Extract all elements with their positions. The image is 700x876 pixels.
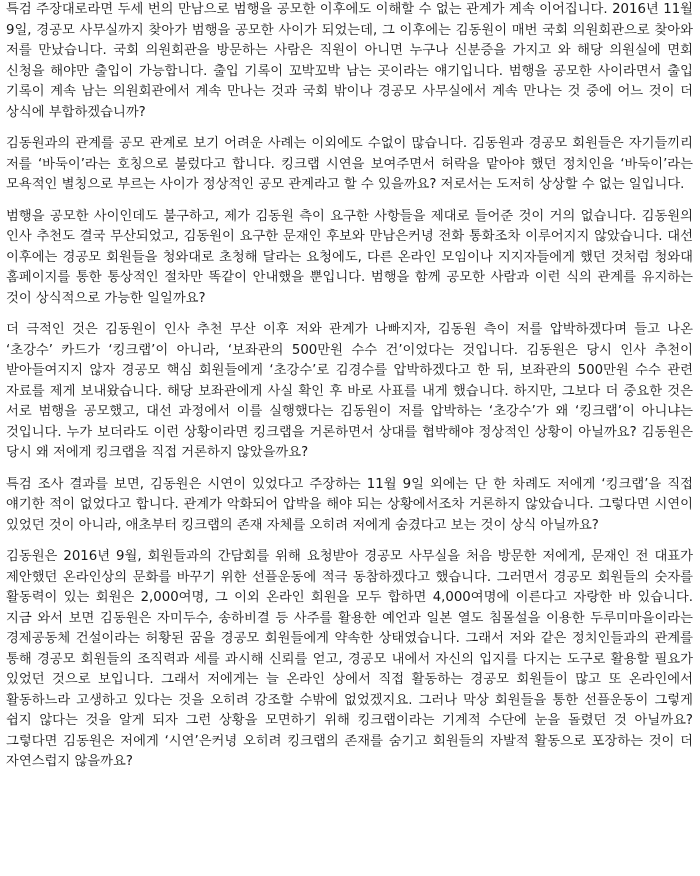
paragraph-4: 더 극적인 것은 김동원이 인사 추천 무산 이후 저와 관계가 나빠지자, 김동원 측이 저를 압박하겠다며 들고 나온 ‘초강수’ 카드가 ‘킹크랩’이 아니라, ‘보좌관의 500만원 수수 건’이었다는 것입니다. 김동원은 당시 인사 추천이 받아들여지지 않자 경공모 핵심 회원들에게 ‘초강수’로 김경수를 압박하겠다고 한 뒤, 보좌관의 500만원 수수 관련 자료를 제게 보내왔습니다. 해당 보좌관에게 사실 확인 후 바로 사표를 내게 했습니다. 하지만, 그보다 더 중요한 것은 서로 범행을 공모했고, 대선 과정에서 이를 실행했다는 김동원이 저를 압박하는 ‘초강수’가 왜 ‘킹크랩’이 아니냐는 것입니다. 누가 보더라도 이런 상황이라면 킹크랩을 거론하면서 상대를 협박해야 정상적인 상황이 아닐까요? 김동원은 당시 왜 저에게 킹크랩을 직접 거론하지 않았을까요? [6,322,693,460]
paragraph-6: 김동원은 2016년 9월, 회원들과의 간담회를 위해 요청받아 경공모 사무실을 처음 방문한 저에게, 문재인 전 대표가 제안했던 온라인상의 문화를 바꾸기 위한 선플운동에 적극 동참하겠다고 했습니다. 그러면서 경공모 회원들의 숫자를 활동력이 있는 회원은 2,000여명, 그 이외 온라인 회원을 모두 합하면 4,000여명에 이른다고 자랑한 바 있습니다. 지금 와서 보면 김동원은 자미두수, 송하비결 등 사주를 활용한 예언과 일본 열도 침몰설을 이용한 두루미마을이라는 경제공동체 건설이라는 허황된 꿈을 경공모 회원들에게 약속한 상태였습니다. 그래서 저와 같은 정치인들과의 관계를 통해 경공모 회원들의 조직력과 세를 과시해 신뢰를 얻고, 경공모 내에서 자신의 입지를 다지는 도구로 활용할 필요가 있었던 것으로 보입니다. 그래서 저에게는 늘 온라인 상에서 직접 활동하는 경공모 회원들이 많고 또 온라인에서 활동하느라 고생하고 있다는 것을 오히려 강조할 수밖에 없었겠지요. 그러나 막상 회원들을 통한 선플운동이 그렇게 쉽지 않다는 것을 알게 되자 그런 상황을 모면하기 위해 킹크랩이라는 기계적 수단에 눈을 돌렸던 것 아닐까요? 그렇다면 김동원은 저에게 ‘시연’은커녕 오히려 킹크랩의 존재를 숨기고 회원들의 자발적 활동으로 포장하는 것이 더 자연스럽지 않을까요? [6,549,693,769]
paragraph-1: 특검 주장대로라면 두세 번의 만남으로 범행을 공모한 이후에도 이해할 수 없는 관계가 계속 이어집니다. 2016년 11월 9일, 경공모 사무실까지 찾아가 범행을 공모한 사이가 되었는데, 그 이후에는 김동원이 매번 국회 의원회관으로 찾아와 저를 만났습니다. 국회 의원회관을 방문하는 사람은 직원이 아니면 누구나 신분증을 가지고 와 해당 의원실에 면회 신청을 해야만 출입이 가능합니다. 출입 기록이 꼬박꼬박 남는 곳이라는 얘기입니다. 범행을 공모한 사이라면서 출입 기록이 계속 남는 의원회관에서 계속 만나는 것과 국회 밖이나 경공모 사무실에서 계속 만나는 것 중에 어느 것이 더 상식에 부합하겠습니까? [6,2,693,120]
paragraph-2: 김동원과의 관계를 공모 관계로 보기 어려운 사례는 이외에도 수없이 많습니다. 김동원과 경공모 회원들은 자기들끼리 저를 ‘바둑이’라는 호칭으로 불렀다고 합니다. 킹크랩 시연을 보여주면서 허락을 맡아야 했던 정치인을 ‘바둑이’라는 모욕적인 별칭으로 부르는 사이가 정상적인 공모 관계라고 할 수 있을까요? 저로서는 도저히 상상할 수 없는 일입니다. [6,136,693,192]
paragraph-3: 범행을 공모한 사이인데도 불구하고, 제가 김동원 측이 요구한 사항들을 제대로 들어준 것이 거의 없습니다. 김동원의 인사 추천도 결국 무산되었고, 김동원이 요구한 문재인 후보와 만남은커녕 전화 통화조차 이루어지지 않았습니다. 대선 이후에는 경공모 회원들을 청와대로 초청해 달라는 요청에도, 다른 온라인 모임이나 지지자들에게 했던 것처럼 청와대 홈페이지를 통한 통상적인 절차만 똑같이 안내했을 뿐입니다. 범행을 함께 공모한 사람과 이런 식의 관계를 유지하는 것이 상식적으로 가능한 일일까요? [6,208,693,306]
paragraph-5: 특검 조사 결과를 보면, 김동원은 시연이 있었다고 주장하는 11월 9일 외에는 단 한 차례도 저에게 ‘킹크랩’을 직접 얘기한 적이 없었다고 합니다. 관계가 악화되어 압박을 해야 되는 상황에서조차 거론하지 않았습니다. 그렇다면 시연이 있었던 것이 아니라, 애초부터 킹크랩의 존재 자체를 오히려 저에게 숨겼다고 보는 것이 상식 아닐까요? [6,476,693,533]
